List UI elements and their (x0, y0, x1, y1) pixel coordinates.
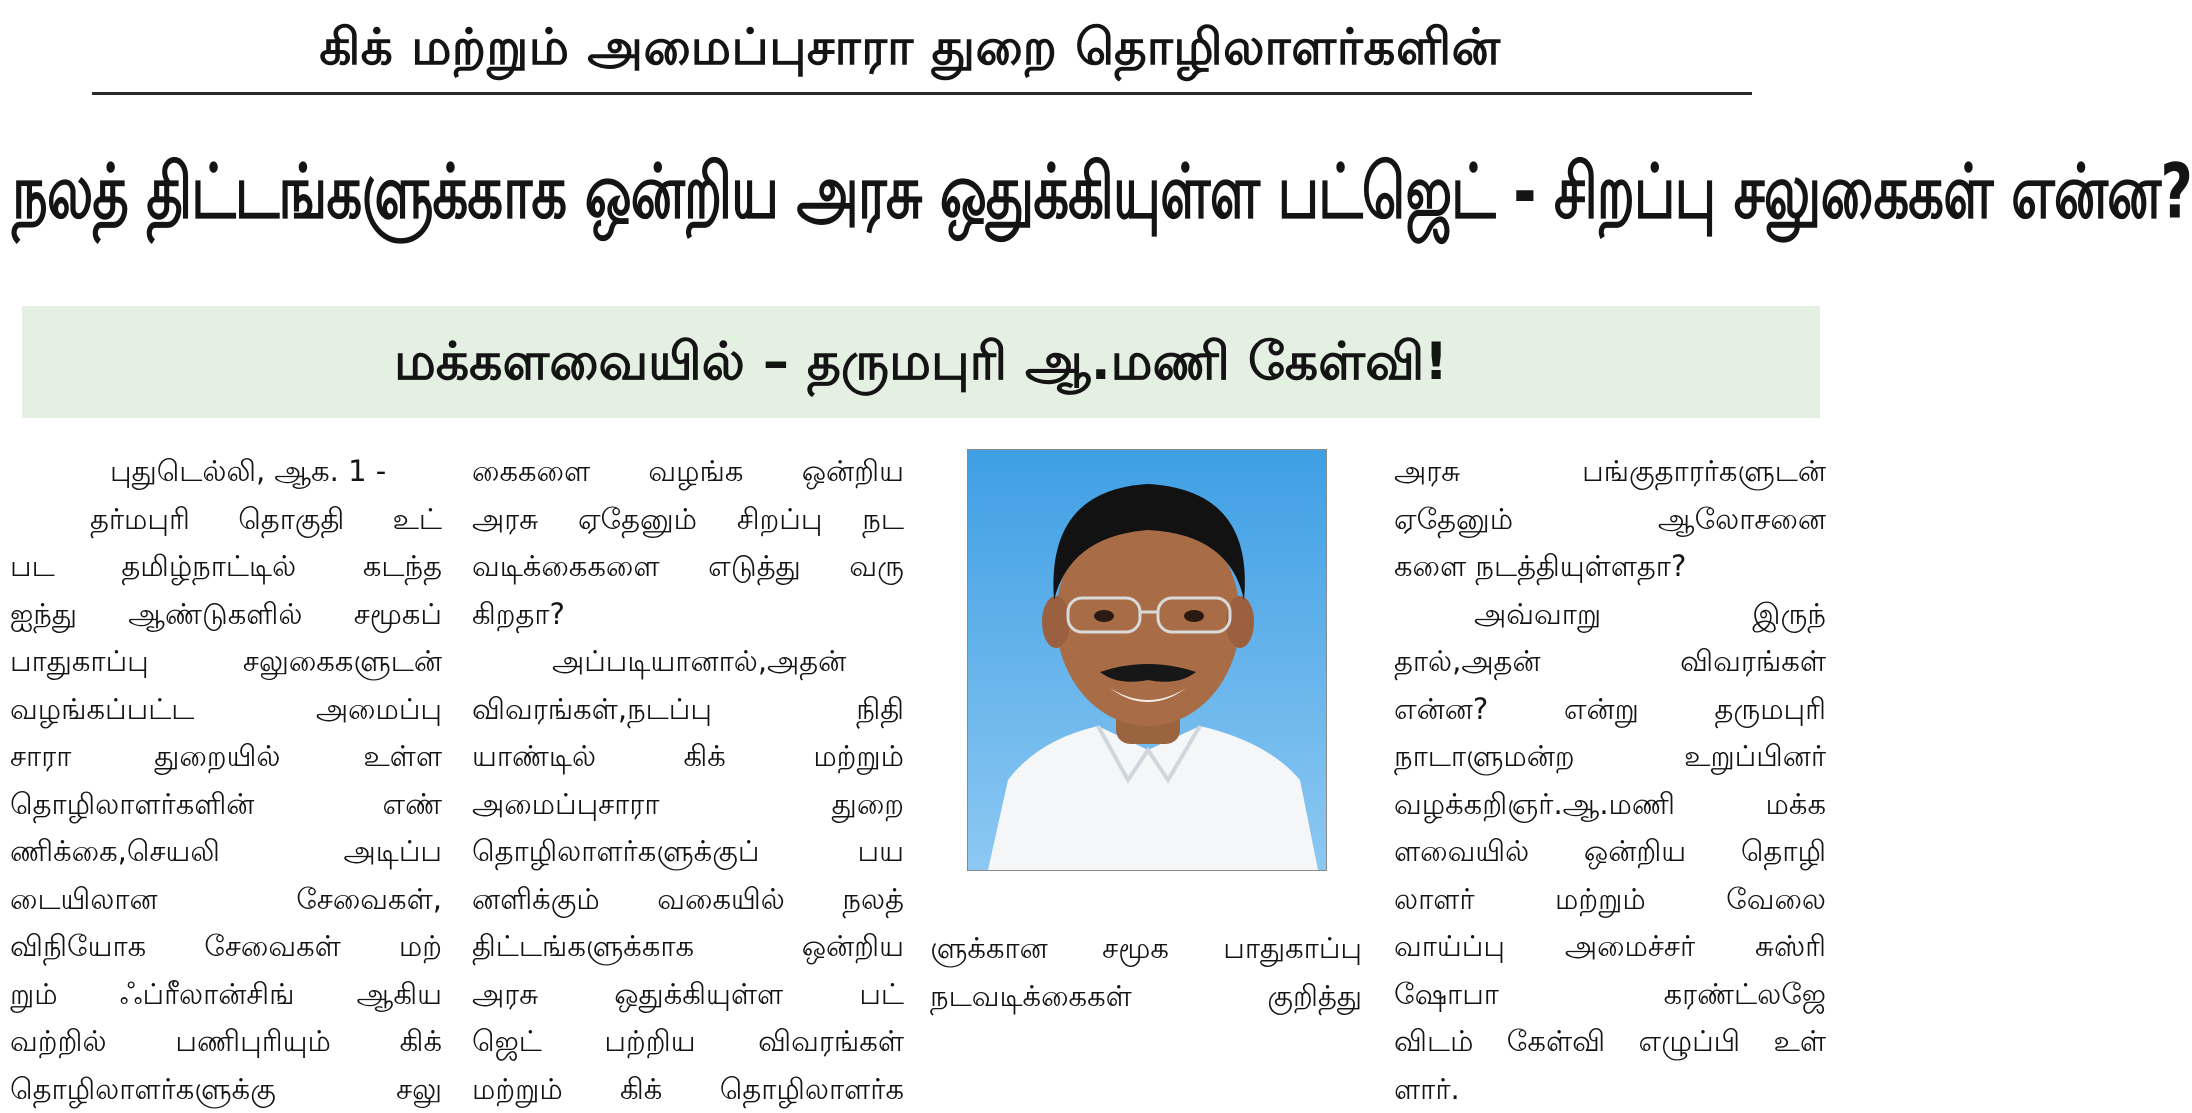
body-line: தொழிலாளர்களுக்குப் பய (472, 828, 904, 876)
body-line: னளிக்கும் வகையில் நலத் (472, 876, 904, 924)
body-line: பாதுகாப்பு சலுகைகளுடன் (10, 638, 442, 686)
body-line: கைகளை வழங்க ஒன்றிய (472, 448, 904, 496)
body-line: தொழிலாளர்களின் எண் (10, 781, 442, 829)
body-line: அமைப்புசாரா துறை (472, 781, 904, 829)
body-line: நடவடிக்கைகள் குறித்து (930, 972, 1362, 1020)
body-line: மற்றும் கிக் தொழிலாளர்க (472, 1066, 904, 1113)
body-line: ஷோபா கரண்ட்லஜே (1394, 971, 1826, 1019)
body-line: வற்றில் பணிபுரியும் கிக் (10, 1018, 442, 1066)
body-line: கிறதா? (472, 591, 904, 639)
body-line: வாய்ப்பு அமைச்சர் சுஸ்ரி (1394, 923, 1826, 971)
body-line: விவரங்கள்,நடப்பு நிதி (472, 686, 904, 734)
body-line: என்ன? என்று தருமபுரி (1394, 686, 1826, 734)
body-line: தர்மபுரி தொகுதி உட் (10, 496, 442, 544)
body-line: றும் ஃப்ரீலான்சிங் ஆகிய (10, 971, 442, 1019)
body-line: பட தமிழ்நாட்டில் கடந்த (10, 543, 442, 591)
body-line: அரசு ஏதேனும் சிறப்பு நட (472, 496, 904, 544)
body-line: களை நடத்தியுள்ளதா? (1394, 543, 1826, 591)
article-column-4 (1394, 448, 1826, 1113)
body-line: ஜெட் பற்றிய விவரங்கள் (472, 1018, 904, 1066)
body-line: டையிலான சேவைகள், (10, 876, 442, 924)
body-line: வழக்கறிஞர்.ஆ.மணி மக்க (1394, 781, 1826, 829)
kicker-box (22, 306, 1820, 418)
strap-heading: கிக் மற்றும் அமைப்புசாரா துறை தொழிலாளர்களின் (60, 6, 1760, 88)
portrait-illustration (968, 450, 1326, 870)
kicker-heading: மக்களவையில் – தருமபுரி ஆ.மணி கேள்வி! (22, 306, 1820, 418)
body-line: விநியோக சேவைகள் மற் (10, 923, 442, 971)
body-line: திட்டங்களுக்காக ஒன்றிய (472, 923, 904, 971)
portrait-photo (968, 450, 1326, 870)
body-line: ஐந்து ஆண்டுகளில் சமூகப் (10, 591, 442, 639)
body-line: ளுக்கான சமூக பாதுகாப்பு (930, 924, 1362, 972)
body-line: தொழிலாளர்களுக்கு சலு (10, 1066, 442, 1113)
body-line: தால்,அதன் விவரங்கள் (1394, 638, 1826, 686)
body-line: ளார். (1394, 1066, 1826, 1113)
body-line: வழங்கப்பட்ட அமைப்பு (10, 686, 442, 734)
body-line: விடம் கேள்வி எழுப்பி உள் (1394, 1018, 1826, 1066)
photo-column-text (930, 924, 1362, 1019)
body-line: அரசு பங்குதாரர்களுடன் (1394, 448, 1826, 496)
body-line: நாடாளுமன்ற உறுப்பினர் (1394, 733, 1826, 781)
body-line: புதுடெல்லி, ஆக. 1 - (10, 448, 442, 496)
headline: நலத் திட்டங்களுக்காக ஒன்றிய அரசு ஒதுக்கியுள்ள பட்ஜெட் - சிறப்பு சலுகைகள் என்ன? (12, 92, 1812, 295)
body-line: சாரா துறையில் உள்ள (10, 733, 442, 781)
article-column-2 (472, 448, 904, 1113)
body-line: அப்படியானால்,அதன் (472, 638, 904, 686)
body-line: வடிக்கைகளை எடுத்து வரு (472, 543, 904, 591)
body-line: ஏதேனும் ஆலோசனை (1394, 496, 1826, 544)
body-line: ளவையில் ஒன்றிய தொழி (1394, 828, 1826, 876)
body-line: அவ்வாறு இருந் (1394, 591, 1826, 639)
body-line: லாளர் மற்றும் வேலை (1394, 876, 1826, 924)
body-line: யாண்டில் கிக் மற்றும் (472, 733, 904, 781)
body-line: ணிக்கை,செயலி அடிப்ப (10, 828, 442, 876)
article-column-1 (10, 448, 442, 1113)
body-line: அரசு ஒதுக்கியுள்ள பட் (472, 971, 904, 1019)
